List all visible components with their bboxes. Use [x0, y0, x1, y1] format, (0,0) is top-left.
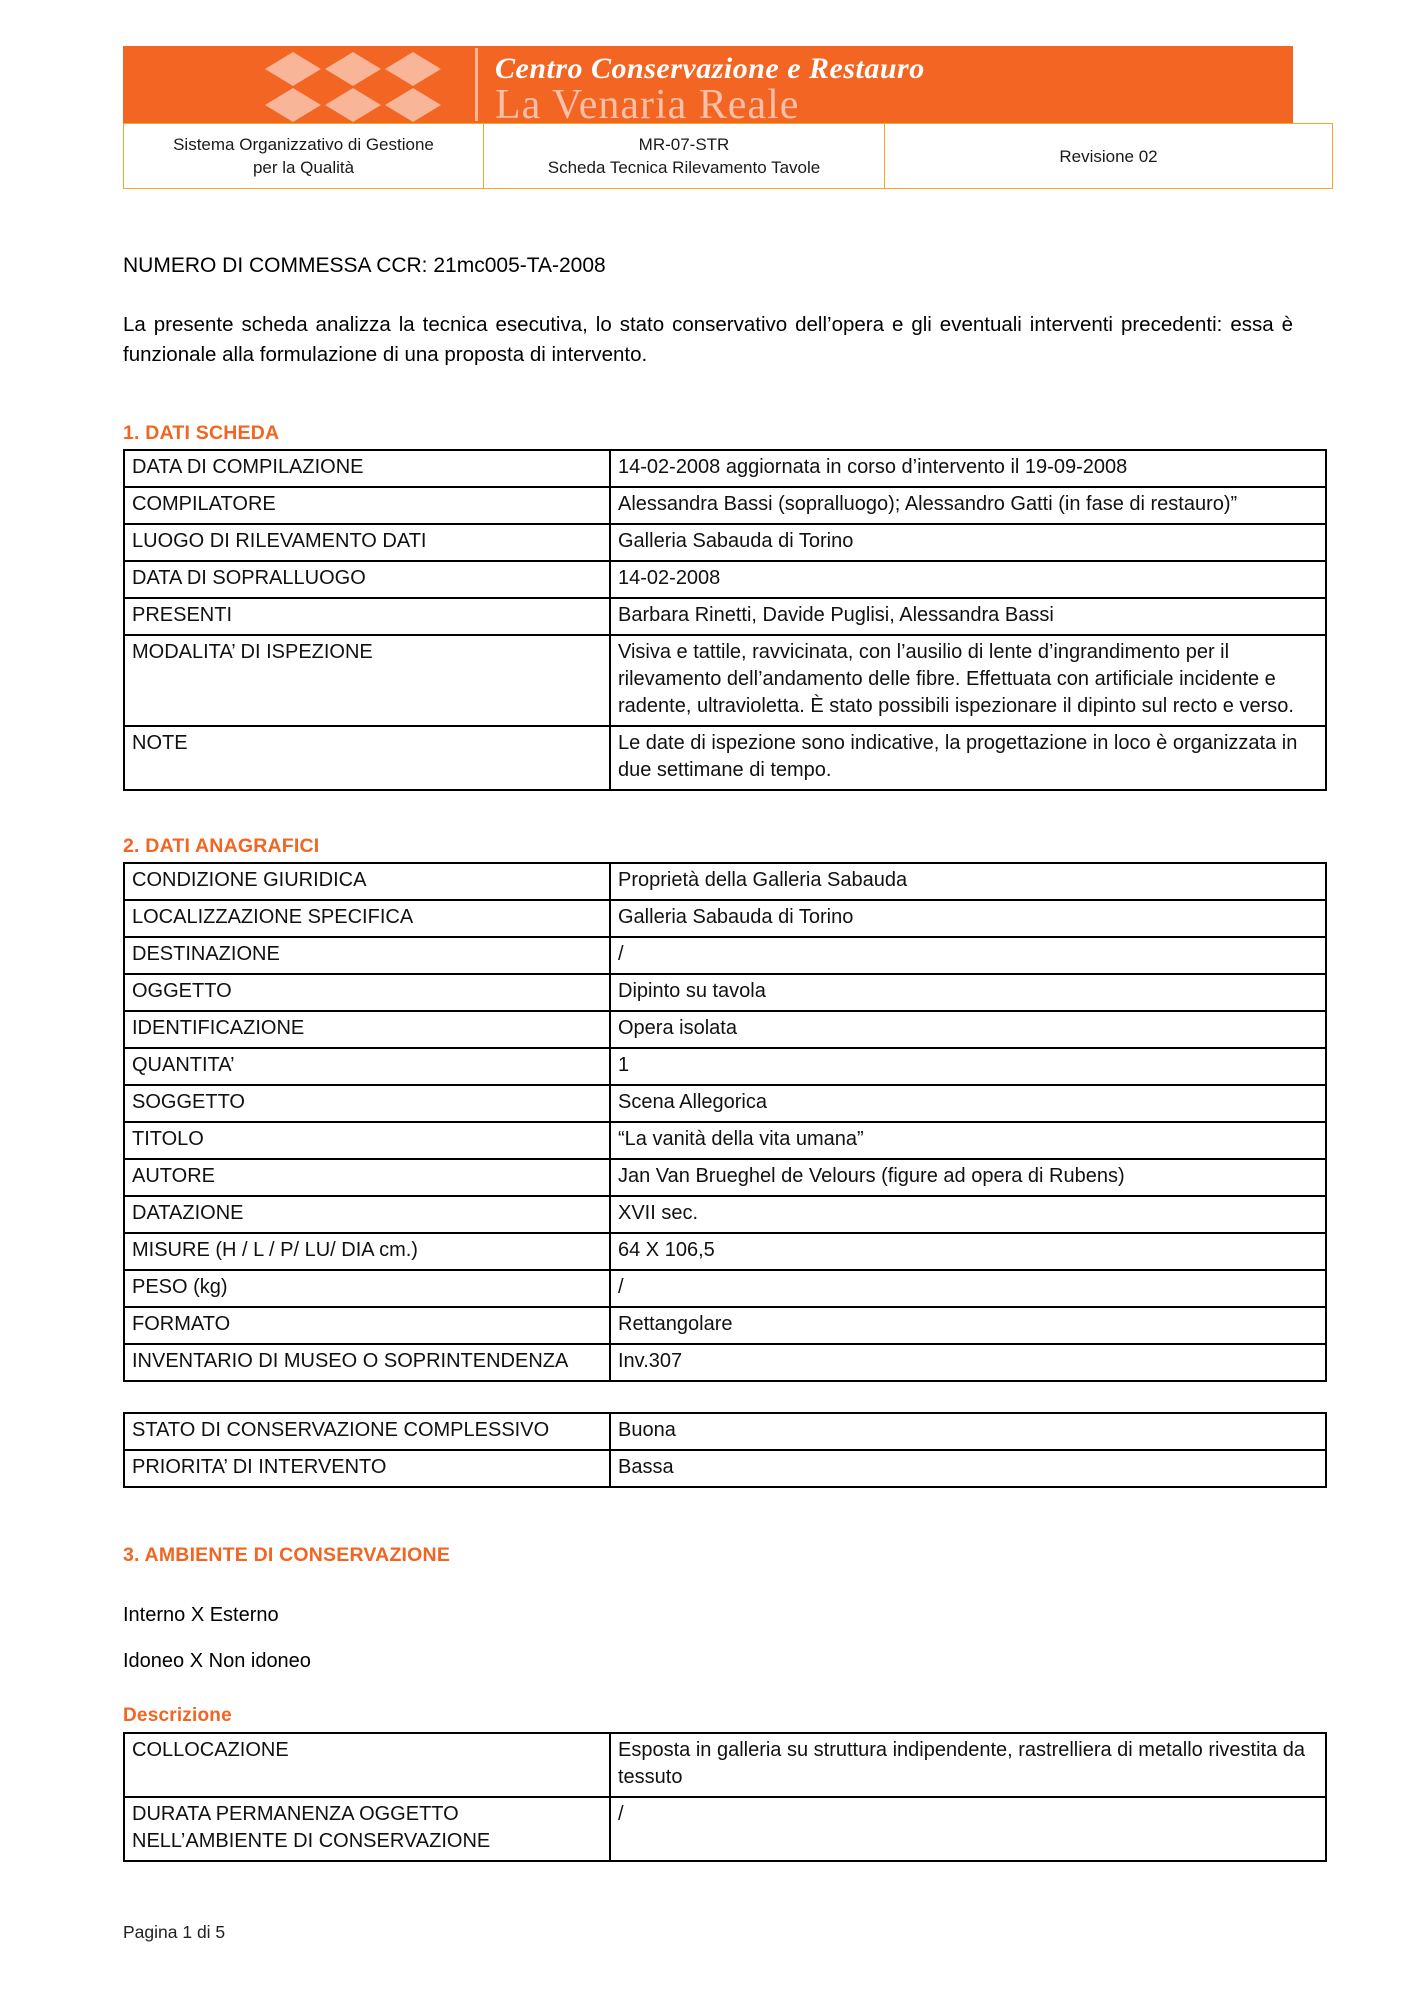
table-row: [124, 937, 1326, 974]
table-descrizione: [123, 1732, 1327, 1862]
row-key: OGGETTO: [124, 974, 610, 1011]
table-row: [124, 1233, 1326, 1270]
header-doc-title: Scheda Tecnica Rilevamento Tavole: [547, 158, 821, 177]
row-key: COMPILATORE: [124, 487, 610, 524]
row-value: Rettangolare: [610, 1307, 1326, 1344]
row-key: LUOGO DI RILEVAMENTO DATI: [124, 524, 610, 561]
row-value: Opera isolata: [610, 1011, 1326, 1048]
table-row: [124, 1085, 1326, 1122]
row-value: /: [610, 1797, 1326, 1861]
row-value: Galleria Sabauda di Torino: [610, 524, 1326, 561]
table-row: [124, 1344, 1326, 1381]
intro-paragraph: La presente scheda analizza la tecnica esecutiva, lo stato conservativo dell’opera e gli eventuali interventi precedenti: essa è funzionale alla formulazione di una proposta di intervento.: [123, 313, 1293, 366]
table-row: [124, 450, 1326, 487]
row-value: “La vanità della vita umana”: [610, 1122, 1326, 1159]
row-value: 64 X 106,5: [610, 1233, 1326, 1270]
table-row: [124, 900, 1326, 937]
spacer: [123, 1382, 1293, 1412]
ambiente-interno-esterno: Interno X Esterno: [123, 1604, 279, 1626]
table-row: [124, 1797, 1326, 1861]
table-row: [124, 1159, 1326, 1196]
row-key: IDENTIFICAZIONE: [124, 1011, 610, 1048]
section-title-ambiente-conservazione: 3. AMBIENTE DI CONSERVAZIONE: [123, 1544, 451, 1566]
row-value: XVII sec.: [610, 1196, 1326, 1233]
section-title-descrizione: Descrizione: [123, 1705, 232, 1726]
row-key: MISURE (H / L / P/ LU/ DIA cm.): [124, 1233, 610, 1270]
row-key: COLLOCAZIONE: [124, 1733, 610, 1797]
document-header: [123, 46, 1293, 189]
brand-line-2: La Venaria Reale: [495, 82, 800, 123]
commessa-number: NUMERO DI COMMESSA CCR: 21mc005-TA-2008: [123, 254, 606, 277]
row-key: PRIORITA’ DI INTERVENTO: [124, 1450, 610, 1487]
row-key: AUTORE: [124, 1159, 610, 1196]
table-row: [124, 1413, 1326, 1450]
row-key: TITOLO: [124, 1122, 610, 1159]
table-row: [124, 524, 1326, 561]
page-footer: Pagina 1 di 5: [123, 1922, 226, 1942]
row-key: MODALITA’ DI ISPEZIONE: [124, 635, 610, 726]
table-row: [124, 1307, 1326, 1344]
row-value: Proprietà della Galleria Sabauda: [610, 863, 1326, 900]
row-value: 14-02-2008 aggiornata in corso d’intervento il 19-09-2008: [610, 450, 1326, 487]
spacer: [123, 791, 1293, 835]
spacer: [123, 1675, 1293, 1705]
row-value: Inv.307: [610, 1344, 1326, 1381]
row-value: /: [610, 1270, 1326, 1307]
table-row: [124, 1196, 1326, 1233]
row-value: Scena Allegorica: [610, 1085, 1326, 1122]
table-row: [124, 1011, 1326, 1048]
row-value: Esposta in galleria su struttura indipendente, rastrelliera di metallo rivestita da tessuto: [610, 1733, 1326, 1797]
row-key: PESO (kg): [124, 1270, 610, 1307]
section-title-dati-scheda: 1. DATI SCHEDA: [123, 422, 280, 444]
row-value: Bassa: [610, 1450, 1326, 1487]
row-value: Le date di ispezione sono indicative, la progettazione in loco è organizzata in due settimane di tempo.: [610, 726, 1326, 790]
table-row: [124, 487, 1326, 524]
table-row: [124, 635, 1326, 726]
row-value: Buona: [610, 1413, 1326, 1450]
row-value: Jan Van Brueghel de Velours (figure ad opera di Rubens): [610, 1159, 1326, 1196]
row-key: DESTINAZIONE: [124, 937, 610, 974]
header-cell-document-code: [484, 124, 885, 189]
table-dati-scheda: [123, 449, 1327, 791]
section-title-dati-anagrafici: 2. DATI ANAGRAFICI: [123, 835, 320, 857]
table-row: [124, 1122, 1326, 1159]
row-value: Alessandra Bassi (sopralluogo); Alessandro Gatti (in fase di restauro)”: [610, 487, 1326, 524]
brand-banner: [123, 46, 1293, 123]
table-row: [124, 1450, 1326, 1487]
row-value: Barbara Rinetti, Davide Puglisi, Alessandra Bassi: [610, 598, 1326, 635]
table-row: [124, 1048, 1326, 1085]
row-key: DATAZIONE: [124, 1196, 610, 1233]
brand-divider: [475, 48, 478, 121]
row-value: Dipinto su tavola: [610, 974, 1326, 1011]
header-system-line1: Sistema Organizzativo di Gestione: [173, 135, 434, 154]
document-body: [123, 252, 1306, 1862]
row-value: Galleria Sabauda di Torino: [610, 900, 1326, 937]
table-row: [124, 863, 1326, 900]
header-info-table: [123, 123, 1333, 189]
row-key: CONDIZIONE GIURIDICA: [124, 863, 610, 900]
row-key: STATO DI CONSERVAZIONE COMPLESSIVO: [124, 1413, 610, 1450]
table-row: [124, 598, 1326, 635]
spacer: [123, 1488, 1293, 1544]
table-row: [124, 726, 1326, 790]
diamond-pattern-icon: [263, 50, 443, 123]
brand-text: [495, 46, 1285, 123]
spacer: [123, 1629, 1293, 1647]
row-key: QUANTITA’: [124, 1048, 610, 1085]
row-key: NOTE: [124, 726, 610, 790]
row-key: PRESENTI: [124, 598, 610, 635]
header-cell-revision: Revisione 02: [885, 124, 1333, 189]
table-dati-anagrafici: [123, 862, 1327, 1382]
header-cell-system: [124, 124, 484, 189]
table-row: [124, 1733, 1326, 1797]
row-value: Visiva e tattile, ravvicinata, con l’ausilio di lente d’ingrandimento per il rilevamento dell’andamento delle fibre. Effettuata con artificiale incidente e radente, ultravioletta. È stato possibili ispezionare il dipinto sul recto e verso.: [610, 635, 1326, 726]
row-key: DATA DI SOPRALLUOGO: [124, 561, 610, 598]
row-key: DURATA PERMANENZA OGGETTO NELL’AMBIENTE DI CONSERVAZIONE: [124, 1797, 610, 1861]
row-key: INVENTARIO DI MUSEO O SOPRINTENDENZA: [124, 1344, 610, 1381]
row-key: LOCALIZZAZIONE SPECIFICA: [124, 900, 610, 937]
brand-line-1: Centro Conservazione e Restauro: [495, 52, 925, 85]
row-key: SOGGETTO: [124, 1085, 610, 1122]
table-row: [124, 561, 1326, 598]
row-key: FORMATO: [124, 1307, 610, 1344]
row-value: 1: [610, 1048, 1326, 1085]
table-row: [124, 124, 1333, 189]
header-system-line2: per la Qualità: [252, 158, 355, 177]
table-row: [124, 1270, 1326, 1307]
row-value: /: [610, 937, 1326, 974]
row-key: DATA DI COMPILAZIONE: [124, 450, 610, 487]
ambiente-idoneo: Idoneo X Non idoneo: [123, 1650, 311, 1672]
spacer: [123, 1571, 1293, 1601]
header-doc-code: MR-07-STR: [638, 135, 730, 154]
table-stato-conservazione: [123, 1412, 1327, 1488]
table-row: [124, 974, 1326, 1011]
row-value: 14-02-2008: [610, 561, 1326, 598]
